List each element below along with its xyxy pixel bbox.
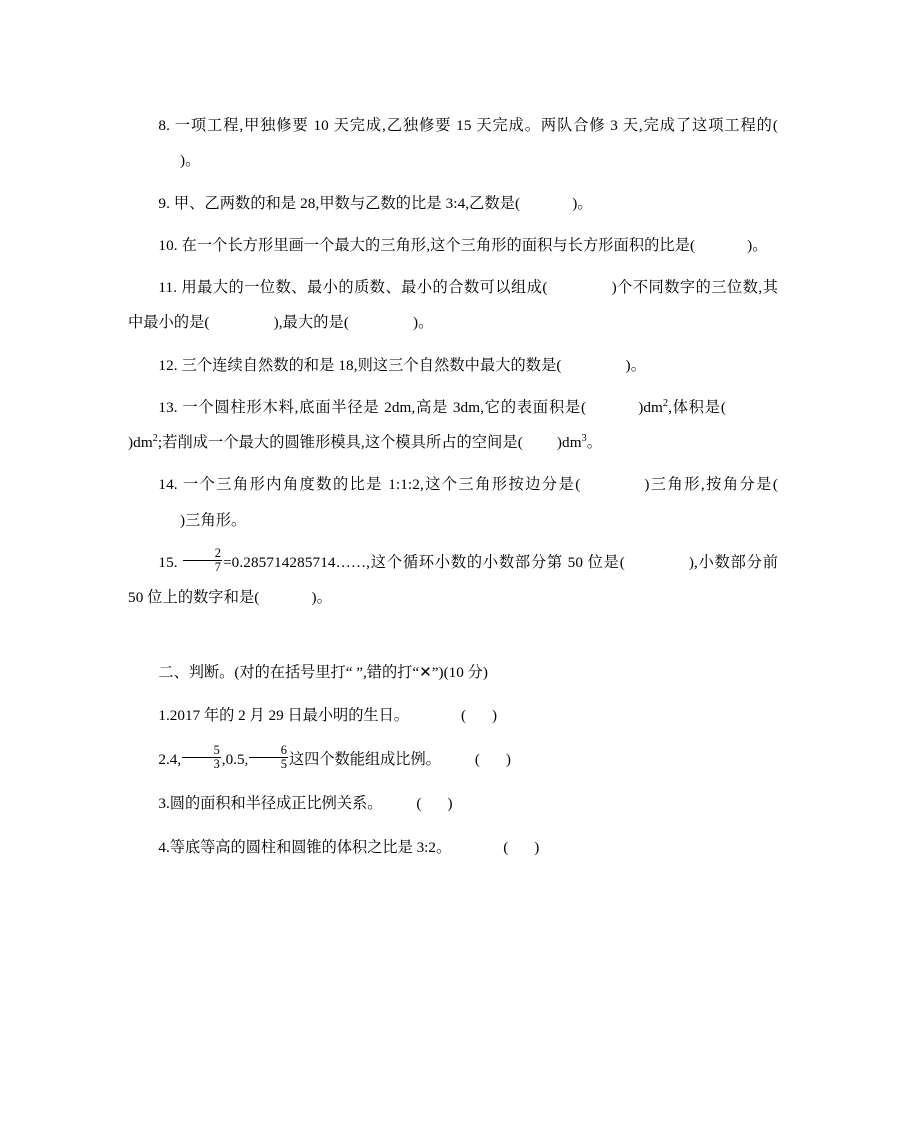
question-10 [128, 228, 778, 263]
question-11 [128, 270, 778, 341]
question-13-number: 13. [158, 398, 178, 416]
judgement-2-text-c: 这四个数能组成比例。 [288, 751, 441, 769]
section-two-heading: 二、判断。(对的在括号里打“ ”,错的打“✕”)(10 分) [158, 664, 488, 682]
question-13-text: 一个圆柱形木料,底面半径是 2dm,高是 3dm,它的表面积是( [182, 398, 587, 416]
fraction-denominator: 5 [280, 757, 287, 772]
section-spacer [128, 622, 778, 656]
question-15-mid1: ),小数部分前 50 位上的数字和是( [128, 553, 779, 607]
question-13-mid5: )dm [556, 434, 582, 452]
question-11-number: 11. [158, 279, 178, 297]
question-8-tail: )。 [180, 152, 201, 170]
question-14-text: 一个三角形内角度数的比是 1:1:2,这个三角形按边分是( [182, 476, 581, 494]
judgement-3-paren-open: ( [416, 795, 422, 813]
question-15 [128, 545, 778, 616]
judgement-2-paren-close: ) [505, 751, 511, 769]
question-15-text: =0.285714285714……,这个循环小数的小数部分第 50 位是( [223, 553, 625, 571]
question-11-mid2: ),最大的是( [273, 314, 349, 332]
judgement-4-paren-close: ) [534, 839, 540, 857]
judgement-4-text: 等底等高的圆柱和圆锥的体积之比是 3:2。 [169, 839, 452, 857]
question-8-number: 8. [158, 117, 170, 134]
question-13-tail: 。 [586, 434, 603, 452]
judgement-item-1 [128, 697, 778, 735]
question-13 [128, 390, 778, 461]
judgement-item-4 [128, 829, 778, 867]
question-12-number: 12. [158, 356, 178, 374]
question-9-number: 9. [158, 194, 170, 212]
question-8-text: 一项工程,甲独修要 10 天完成,乙独修要 15 天完成。两队合修 3 天,完成了这项工程的( [174, 117, 778, 134]
judgement-2-text-b: ,0.5, [221, 751, 249, 769]
fraction-numerator: 6 [249, 744, 288, 758]
judgement-item-3 [128, 785, 778, 823]
question-13-mid2: ,体积是( [668, 398, 726, 416]
judgement-4-paren-open: ( [503, 839, 509, 857]
exponent: 3 [581, 433, 587, 445]
judgement-2-paren-open: ( [474, 751, 480, 769]
question-12 [128, 348, 778, 383]
question-10-number: 10. [158, 236, 178, 254]
question-14 [128, 467, 778, 538]
judgement-3-number: 3. [158, 795, 170, 813]
question-12-tail: )。 [625, 356, 646, 374]
exponent: 2 [152, 433, 158, 445]
exponent: 2 [662, 397, 669, 409]
judgement-item-2 [128, 741, 778, 779]
fraction-six-fifths [249, 744, 288, 771]
judgement-2-text-a: 4, [169, 751, 182, 769]
judgement-1-text: 2017 年的 2 月 29 日最小明的生日。 [169, 707, 409, 725]
judgement-1-paren-close: ) [492, 707, 498, 725]
question-15-number: 15. [158, 553, 178, 571]
fraction-five-thirds [182, 744, 221, 771]
question-11-text: 用最大的一位数、最小的质数、最小的合数可以组成( [181, 279, 548, 297]
question-12-text: 三个连续自然数的和是 18,则这三个自然数中最大的数是( [181, 356, 562, 374]
judgement-3-text: 圆的面积和半径成正比例关系。 [169, 795, 383, 813]
question-11-mid1: )个不同数字的三位数,其中最小的是( [128, 279, 778, 332]
question-14-mid1: )三角形,按角分是( [644, 476, 778, 494]
judgement-4-number: 4. [158, 839, 170, 857]
judgement-1-paren-open: ( [460, 707, 467, 725]
question-13-mid4: ;若削成一个最大的圆锥形模具,这个模具所占的空间是( [157, 434, 523, 452]
question-11-tail: )。 [412, 314, 434, 332]
question-14-number: 14. [158, 476, 178, 494]
fraction-numerator: 5 [182, 744, 221, 758]
judgement-1-number: 1. [158, 707, 170, 725]
question-13-mid1: )dm [638, 398, 663, 416]
question-14-tail: )三角形。 [180, 511, 247, 529]
question-10-tail: )。 [747, 236, 768, 254]
fraction-denominator: 7 [214, 559, 222, 574]
judgement-3-paren-close: ) [447, 795, 453, 813]
question-15-tail: )。 [311, 589, 332, 607]
document-content [128, 108, 778, 873]
question-13-mid3: )dm [128, 434, 153, 452]
question-9-tail: )。 [572, 194, 593, 212]
question-10-text: 在一个长方形里画一个最大的三角形,这个三角形的面积与长方形面积的比是( [181, 236, 696, 254]
question-9-text: 甲、乙两数的和是 28,甲数与乙数的比是 3:4,乙数是( [173, 194, 521, 212]
judgement-2-number: 2. [158, 751, 170, 769]
fraction-numerator: 2 [183, 547, 222, 561]
question-8 [128, 108, 778, 179]
fraction-denominator: 3 [213, 757, 220, 772]
question-9 [128, 186, 778, 221]
fraction-two-sevenths [183, 547, 222, 574]
